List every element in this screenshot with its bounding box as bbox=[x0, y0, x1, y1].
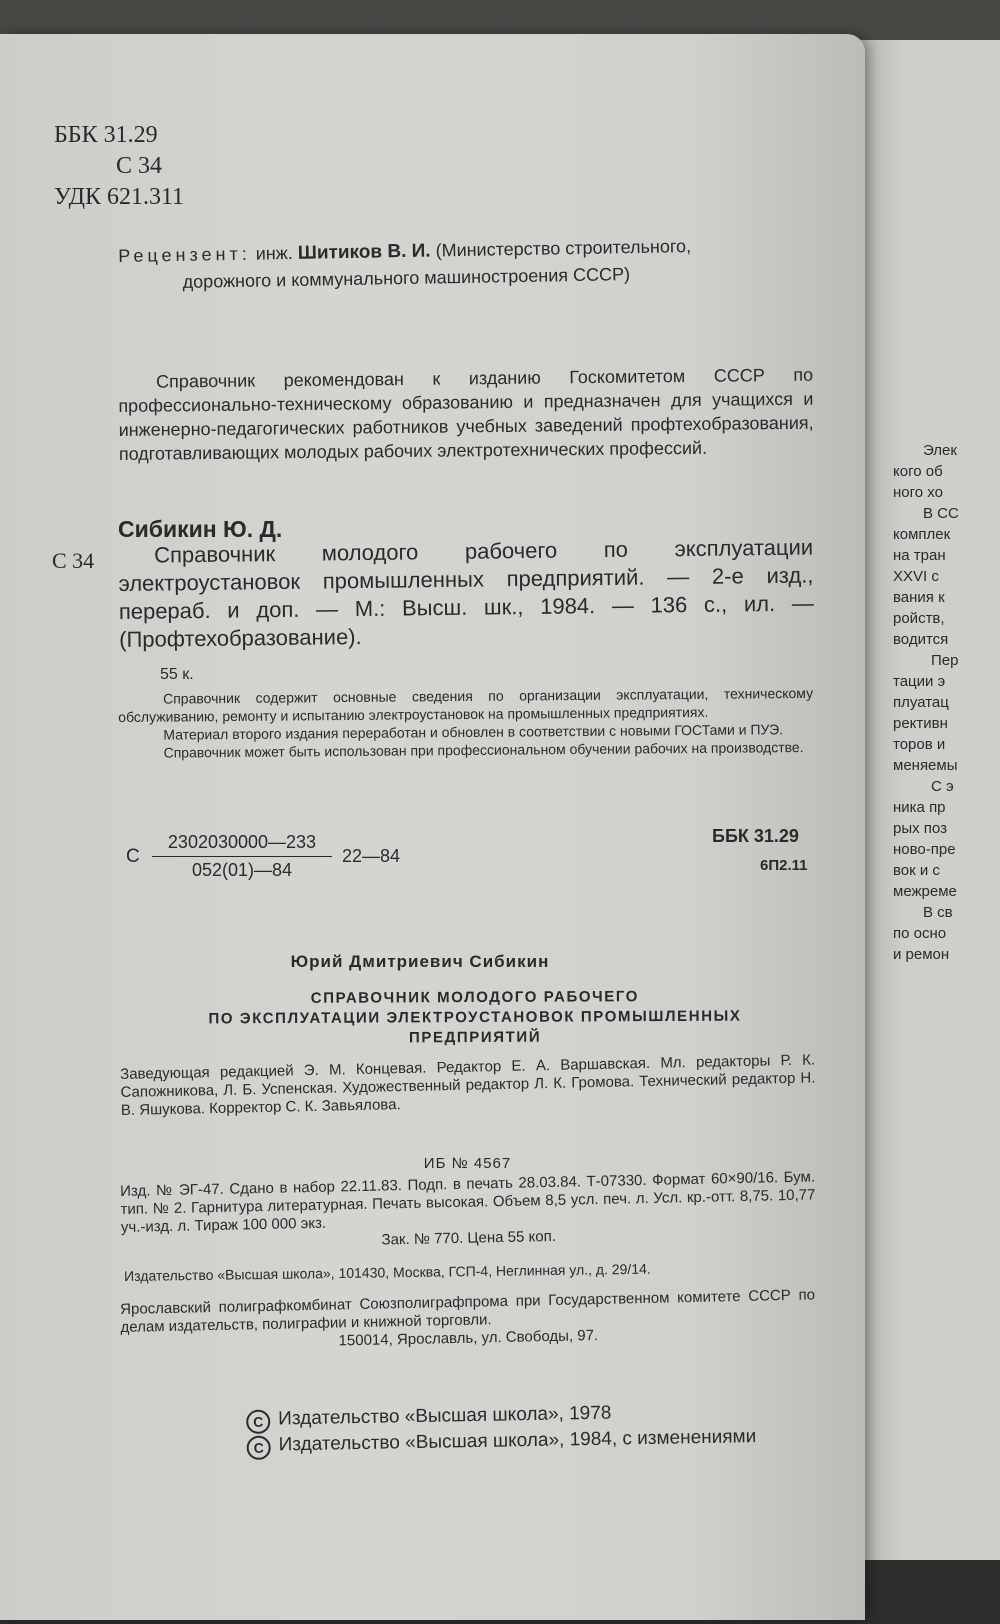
udk-code: УДК 621.311 bbox=[54, 184, 185, 210]
bibliography-author: Сибикин Ю. Д. bbox=[118, 516, 283, 542]
price-label: 55 к. bbox=[160, 666, 194, 683]
right-line: ройств, bbox=[893, 610, 945, 627]
right-line: рых поз bbox=[893, 820, 947, 837]
annotation-paragraph: Справочник может быть использован при профессиональном обучении рабочих на производстве. bbox=[163, 739, 804, 761]
annotation-paragraph: Справочник содержит основные сведения по организации эксплуатации, техническому обслуживанию, ремонту и испытанию электроустановок на промышленных предприятиях. bbox=[118, 684, 814, 725]
print-details bbox=[120, 1168, 816, 1255]
credits-text: Заведующая редакцией Э. М. Концевая. Редактор Е. А. Варшавская. Мл. редакторы Р. К. Сапожникова, Л. Б. Успенская. Художественный редактор Л. К. Громова. Технический редактор Н. В. Яшукова. Корректор С. К. Завьялова. bbox=[120, 1051, 816, 1119]
printer-text: Ярославский полиграфкомбинат Союзполиграфпрома при Государственном комитете СССР по делам издательств, полиграфии и книжной торговли. bbox=[120, 1286, 816, 1336]
copyright-line: Издательство «Высшая школа», 1984, с изменениями bbox=[278, 1426, 757, 1456]
right-line: торов и bbox=[893, 736, 946, 753]
copyright-block bbox=[246, 1399, 757, 1460]
copyright-icon: С bbox=[246, 1436, 270, 1460]
book-title-line: СПРАВОЧНИК МОЛОДОГО РАБОЧЕГО bbox=[310, 988, 640, 1007]
classification-block bbox=[54, 120, 184, 213]
index-fraction bbox=[152, 832, 332, 881]
recommendation-text: Справочник рекомендован к изданию Госкомитетом СССР по профессионально-техническому образованию и предназначен для учащихся и инженерно-педагогических работников учебных заведений профтехобразования, подготавливающих молодых рабочих электротехнических профессий. bbox=[118, 364, 814, 464]
right-line: комплек bbox=[893, 526, 951, 543]
book-title-line: ПО ЭКСПЛУАТАЦИИ ЭЛЕКТРОУСТАНОВОК ПРОМЫШЛЕННЫХ bbox=[208, 1007, 742, 1028]
copyright-line: Издательство «Высшая школа», 1978 bbox=[278, 1402, 612, 1430]
right-line: вок и с bbox=[893, 862, 940, 879]
bbk-code: ББК 31.29 bbox=[54, 122, 158, 148]
index-letter: С bbox=[126, 846, 140, 867]
right-line: ново-пре bbox=[893, 841, 956, 858]
right-line: Пер bbox=[931, 652, 959, 669]
right-line: В св bbox=[923, 904, 953, 921]
reviewer-prefix: инж. bbox=[255, 242, 293, 264]
index-bbk: ББК 31.29 bbox=[712, 826, 799, 846]
recommendation-paragraph bbox=[118, 363, 814, 466]
bibliography-entry bbox=[118, 534, 814, 654]
right-line: водится bbox=[893, 631, 949, 648]
publisher-address: Издательство «Высшая школа», 101430, Москва, ГСП-4, Неглинная ул., д. 29/14. bbox=[124, 1260, 651, 1284]
right-line: XXVI с bbox=[893, 568, 939, 585]
printer-address: 150014, Ярославль, ул. Свободы, 97. bbox=[338, 1326, 599, 1350]
index-denominator: 052(01)—84 bbox=[191, 860, 293, 880]
author-mark: С 34 bbox=[116, 153, 163, 179]
right-line: на тран bbox=[893, 547, 946, 564]
reviewer-org-line1: (Министерство строительного, bbox=[435, 236, 692, 261]
reviewer-org-line2: дорожного и коммунального машиностроения СССР) bbox=[182, 264, 631, 292]
annotation-block bbox=[118, 684, 814, 762]
book-title bbox=[120, 986, 830, 1050]
reviewer-block bbox=[118, 233, 692, 297]
right-line: Элек bbox=[923, 442, 957, 459]
bibliography-text: Справочник молодого рабочего по эксплуатации электроустановок промышленных предприятий. — 2-е изд., перераб. и доп. — М.: Высш. шк., 1984. — 136 с., ил. — (Профтехобразование). bbox=[118, 534, 814, 652]
right-page-text bbox=[893, 440, 1000, 965]
right-line: В СС bbox=[923, 505, 959, 522]
right-line: рективн bbox=[893, 715, 948, 732]
right-line: по осно bbox=[893, 925, 947, 942]
annotation-paragraph: Материал второго издания переработан и обновлен в соответствии с новыми ГОСТами и ПУЭ. bbox=[163, 721, 784, 743]
right-line: кого об bbox=[893, 463, 943, 480]
author-full-name: Юрий Дмитриевич Сибикин bbox=[290, 952, 550, 971]
order-info: Зак. № 770. Цена 55 коп. bbox=[381, 1227, 557, 1249]
right-line: межреме bbox=[893, 883, 957, 900]
index-numerator: 2302030000—233 bbox=[152, 832, 332, 857]
right-line: вания к bbox=[893, 589, 945, 606]
bibliography-code: С 34 bbox=[52, 548, 95, 573]
right-line: ного хо bbox=[893, 484, 943, 501]
copyright-icon: С bbox=[246, 1410, 270, 1434]
print-details-text: Изд. № ЭГ-47. Сдано в набор 22.11.83. Подп. в печать 28.03.84. Т-07330. Формат 60×90/16. Бум. тип. № 2. Гарнитура литературная. Печать высокая. Объем 8,5 усл. печ. л. Усл. кр.-отт. 8,75. 10,77 уч.-изд. л. Тираж 100 000 экз. bbox=[120, 1168, 816, 1236]
index-bbk-code: 6П2.11 bbox=[760, 857, 808, 874]
index-suffix: 22—84 bbox=[342, 846, 401, 866]
right-line: тации э bbox=[893, 673, 946, 690]
right-line: меняемы bbox=[893, 757, 958, 774]
ib-number: ИБ № 4567 bbox=[423, 1155, 512, 1172]
right-line: плуатац bbox=[893, 694, 949, 711]
right-line: С э bbox=[931, 778, 954, 795]
right-line: ника пр bbox=[893, 799, 946, 816]
reviewer-name: Шитиков В. И. bbox=[297, 240, 431, 264]
book-title-line: ПРЕДПРИЯТИЙ bbox=[408, 1028, 542, 1047]
right-line: и ремон bbox=[893, 946, 950, 963]
reviewer-label: Рецензент: bbox=[118, 243, 251, 266]
